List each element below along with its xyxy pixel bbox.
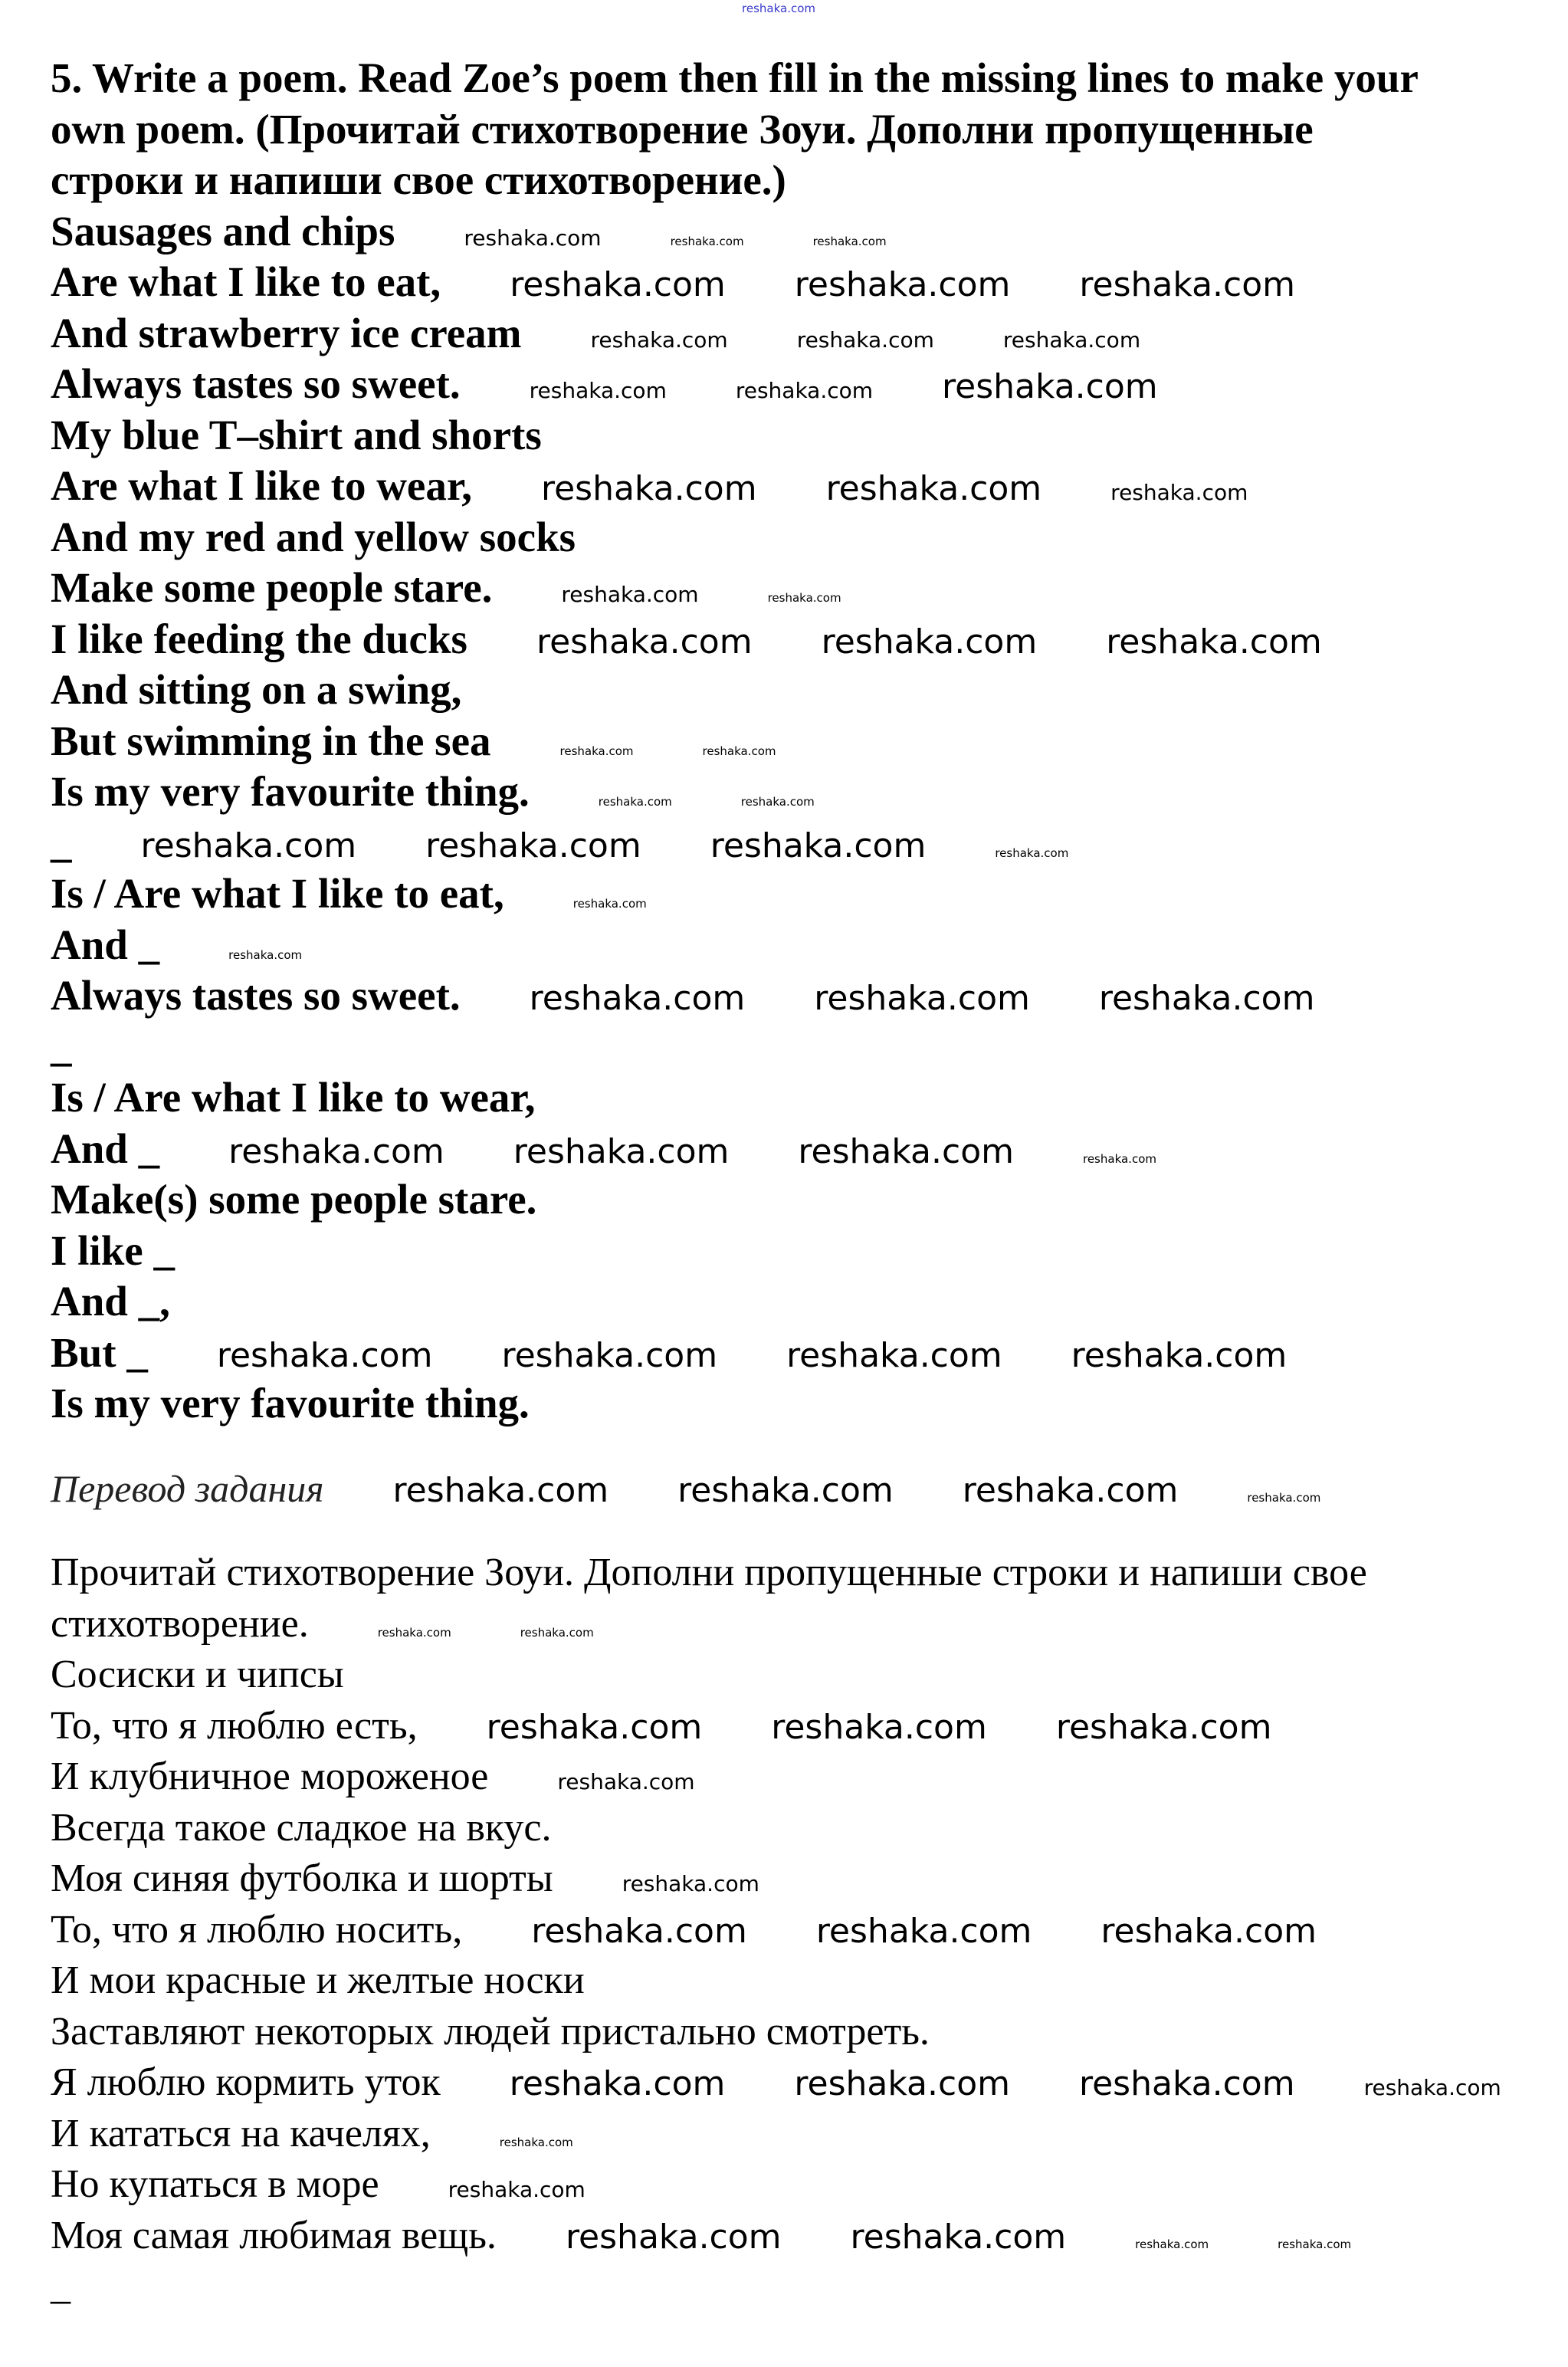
translation-line-row [51, 1955, 1537, 2007]
template-line: And _, [51, 1278, 170, 1325]
translation-line-row [51, 2211, 1537, 2262]
template-line-row [51, 1226, 1537, 1277]
watermark-text: reshaka.com [815, 1911, 1032, 1951]
translation-line-row [51, 1751, 1537, 1803]
watermark-text: reshaka.com [1278, 2237, 1352, 2251]
poem-line-row [51, 206, 1537, 258]
watermark-text: reshaka.com [742, 2, 815, 15]
watermark-text: reshaka.com [767, 591, 841, 605]
template-line-row [51, 1378, 1537, 1430]
watermark-text: reshaka.com [1055, 1707, 1272, 1747]
template-line: And _ [51, 921, 160, 968]
translation-line: Прочитай стихотворение Зоуи. Дополни пропущенные строки и напиши свое [51, 1551, 1367, 1594]
watermark-text: reshaka.com [670, 234, 744, 248]
watermark-text: reshaka.com [1082, 1151, 1156, 1166]
watermark-text: reshaka.com [1071, 1335, 1288, 1375]
watermark-text: reshaka.com [825, 469, 1042, 508]
poem-line: Sausages and chips [51, 207, 395, 254]
watermark-text: reshaka.com [501, 1335, 718, 1375]
template-line: And _ [51, 1124, 160, 1172]
poem-line: Always tastes so sweet. [51, 360, 461, 407]
translation-line-row [51, 2007, 1537, 2058]
template-line: Always tastes so sweet. [51, 972, 461, 1019]
template-line: Is / Are what I like to wear, [51, 1074, 536, 1121]
poem-line: And sitting on a swing, [51, 666, 462, 713]
translation-line-row [51, 1905, 1537, 1956]
template-line-row [51, 818, 1537, 869]
poem-line: Are what I like to wear, [51, 462, 472, 509]
watermark-text: reshaka.com [1247, 1490, 1321, 1505]
template-line-row [51, 1328, 1537, 1379]
watermark-text: reshaka.com [942, 367, 1158, 406]
translation-line: Я люблю кормить уток [51, 2060, 441, 2104]
template-line-row [51, 1124, 1537, 1175]
watermark-text: reshaka.com [520, 1625, 594, 1640]
watermark-text: reshaka.com [140, 826, 357, 865]
watermark-text: reshaka.com [794, 2064, 1010, 2103]
watermark-text: reshaka.com [425, 826, 641, 865]
watermark-text: reshaka.com [794, 265, 1011, 304]
watermark-text: reshaka.com [710, 826, 927, 865]
watermark-text: reshaka.com [995, 845, 1069, 860]
translation-line: То, что я люблю есть, [51, 1703, 418, 1748]
poem-line-row [51, 410, 1537, 461]
template-line: But _ [51, 1328, 148, 1376]
watermark-text: reshaka.com [1078, 2064, 1295, 2103]
poem-line-row [51, 359, 1537, 410]
watermark-text: reshaka.com [540, 469, 757, 508]
watermark-text: reshaka.com [510, 265, 726, 304]
poem-line-row [51, 716, 1537, 767]
poem-line-row [51, 767, 1537, 818]
watermark-text: reshaka.com [536, 622, 753, 662]
translation-line-row [51, 1701, 1537, 1752]
watermark-text: reshaka.com [622, 1871, 759, 1896]
translation-line-row [51, 1803, 1537, 1854]
translation-heading: Перевод задания [51, 1466, 324, 1510]
watermark-text: reshaka.com [740, 795, 815, 809]
watermark-text: reshaka.com [499, 2135, 573, 2149]
template-line-row [51, 920, 1537, 971]
translation-heading-row [51, 1463, 1537, 1515]
poem-line: And strawberry ice cream [51, 309, 522, 356]
poem-line-row [51, 461, 1537, 512]
watermark-text: reshaka.com [1106, 622, 1322, 662]
translation-line: То, что я люблю носить, [51, 1907, 463, 1952]
translation-line-row [51, 1853, 1537, 1905]
translation-line: И кататься на качелях, [51, 2111, 431, 2155]
translation-line: Всегда такое сладкое на вкус. [51, 1805, 552, 1850]
watermark-text: reshaka.com [850, 2217, 1067, 2257]
translation-line: Моя синяя футболка и шорты [51, 1857, 553, 1900]
poem-line: Make some people stare. [51, 564, 493, 611]
translation-line: стихотворение. [51, 1601, 309, 1646]
translation-line: Сосиски и чипсы [51, 1653, 344, 1696]
template-line: Is / Are what I like to eat, [51, 870, 504, 917]
template-line: _ [51, 1023, 72, 1070]
watermark-text: reshaka.com [590, 327, 728, 353]
poem-line-row [51, 308, 1537, 359]
watermark-text: reshaka.com [377, 1625, 451, 1640]
translation-text [51, 1548, 1537, 2313]
translation-line-row [51, 2159, 1537, 2211]
task-title-row [51, 155, 1537, 206]
template-line-row [51, 1276, 1537, 1328]
watermark-text: reshaka.com [598, 795, 672, 809]
template-line: Make(s) some people stare. [51, 1176, 537, 1223]
watermark-text: reshaka.com [735, 378, 874, 403]
watermark-text: reshaka.com [1079, 265, 1296, 304]
poem-line-row [51, 512, 1537, 563]
template-line-row [51, 868, 1537, 920]
template-line: Is my very favourite thing. [51, 1380, 530, 1426]
translation-line: Но купаться в море [51, 2162, 379, 2206]
task-title-line: строки и напиши свое стихотворение.) [51, 156, 786, 203]
translation-line: Моя самая любимая вещь. [51, 2213, 497, 2257]
watermark-text: reshaka.com [448, 2177, 586, 2202]
template-line: _ [51, 819, 72, 866]
task-title-row [51, 104, 1537, 156]
watermark-text: reshaka.com [821, 622, 1038, 662]
watermark-text: reshaka.com [962, 1470, 1179, 1510]
watermark-text: reshaka.com [464, 225, 602, 251]
watermark-text: reshaka.com [771, 1707, 987, 1747]
watermark-text: reshaka.com [565, 2217, 782, 2257]
poem-line-row [51, 257, 1537, 308]
watermark-text: reshaka.com [216, 1335, 433, 1375]
watermark-text: reshaka.com [796, 327, 934, 353]
watermark-text: reshaka.com [531, 1911, 747, 1951]
watermark-text: reshaka.com [1110, 480, 1248, 505]
watermark-text: reshaka.com [786, 1335, 1002, 1375]
translation-line: Заставляют некоторых людей пристально смотреть. [51, 2009, 930, 2053]
task-title-row [51, 53, 1537, 104]
translation-line-row [51, 2057, 1537, 2109]
watermark-text: reshaka.com [529, 378, 667, 403]
watermark-text: reshaka.com [572, 897, 647, 911]
poem-line-row [51, 563, 1537, 614]
template-line-row [51, 970, 1537, 1022]
watermark-text: reshaka.com [1363, 2075, 1501, 2100]
watermark-text: reshaka.com [559, 744, 634, 758]
watermark-text: reshaka.com [702, 744, 776, 758]
watermark-text: reshaka.com [1135, 2237, 1209, 2251]
translation-line-row [51, 1548, 1537, 1599]
poem-line: I like feeding the ducks [51, 615, 467, 662]
watermark-text: reshaka.com [228, 1131, 444, 1171]
watermark-text: reshaka.com [798, 1131, 1014, 1171]
watermark-text: reshaka.com [1002, 327, 1141, 353]
task-title-line: 5. Write a poem. Read Zoe’s poem then fill in the missing lines to make your [51, 54, 1419, 101]
watermark-text: reshaka.com [561, 582, 699, 607]
poem-line: My blue T–shirt and shorts [51, 411, 542, 458]
poem-line: Is my very favourite thing. [51, 768, 530, 815]
template-line-row [51, 1022, 1537, 1073]
watermark-text: reshaka.com [812, 234, 887, 248]
template-line: I like _ [51, 1226, 175, 1274]
poem-line: And my red and yellow socks [51, 513, 576, 560]
watermark-text: reshaka.com [529, 979, 746, 1018]
translation-line-row [51, 1599, 1537, 1650]
watermark-text: reshaka.com [677, 1470, 894, 1510]
poem-line: Are what I like to eat, [51, 258, 441, 305]
watermark-text: reshaka.com [486, 1707, 703, 1747]
template-line-row [51, 1072, 1537, 1124]
poem-template [51, 818, 1537, 1430]
watermark-text: reshaka.com [392, 1470, 609, 1510]
watermark-text: reshaka.com [228, 947, 303, 962]
translation-line-row [51, 2109, 1537, 2160]
translation-line-row [51, 1650, 1537, 1701]
watermark-text: reshaka.com [1101, 1911, 1317, 1951]
document [51, 53, 1537, 2313]
poem-line-row [51, 665, 1537, 716]
watermark-text: reshaka.com [509, 2064, 726, 2103]
translation-line: И клубничное мороженое [51, 1755, 489, 1798]
watermark-text: reshaka.com [513, 1131, 730, 1171]
task-title-line: own poem. (Прочитай стихотворение Зоуи. Дополни пропущенные [51, 105, 1314, 153]
zoe-poem [51, 206, 1537, 818]
translation-line: И мои красные и желтые носки [51, 1958, 585, 2002]
poem-line: But swimming in the sea [51, 717, 491, 764]
watermark-text: reshaka.com [1098, 979, 1315, 1018]
watermark-text: reshaka.com [557, 1769, 695, 1794]
task-title [51, 53, 1537, 206]
template-line-row [51, 1174, 1537, 1226]
translation-line: _ [51, 2264, 71, 2308]
watermark-text: reshaka.com [814, 979, 1030, 1018]
